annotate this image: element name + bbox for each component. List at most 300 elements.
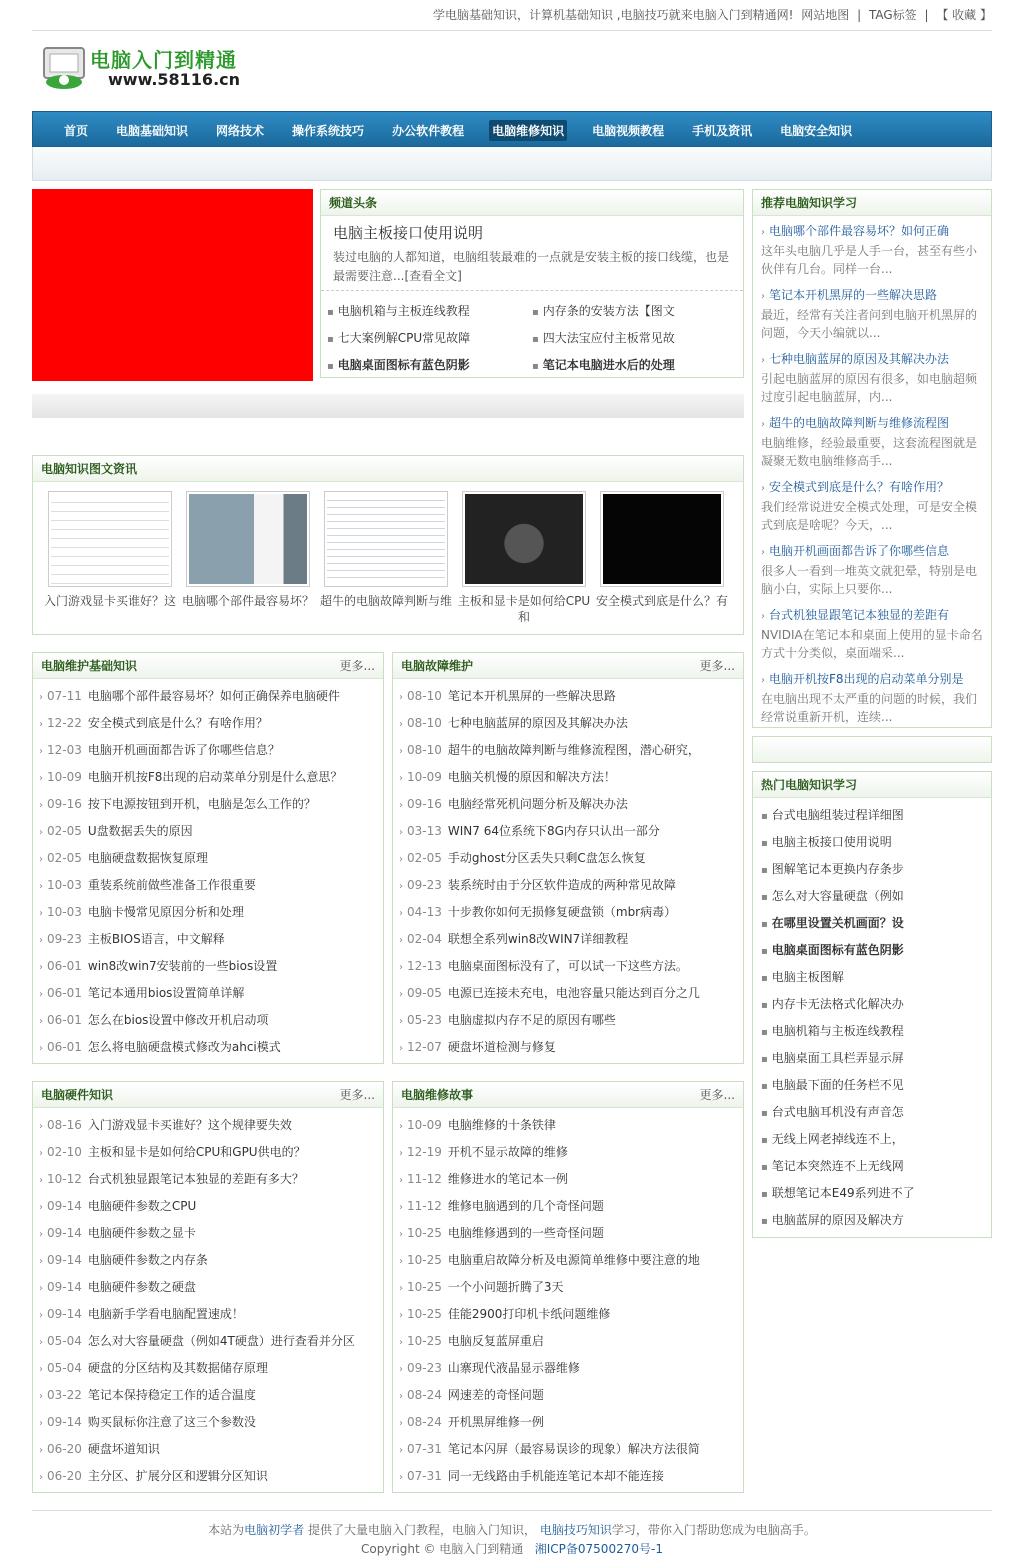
list-item[interactable]	[393, 683, 743, 710]
item-title[interactable]: 手动ghost分区丢失只剩C盘怎么恢复	[447, 851, 646, 865]
hot-item-text[interactable]: 联想笔记本E49系列进不了	[771, 1186, 915, 1200]
arrow-icon: ›	[39, 854, 43, 865]
recommend-title[interactable]	[761, 542, 983, 562]
item-title[interactable]: 购买鼠标你注意了这三个参数没	[87, 1415, 256, 1429]
item-title[interactable]: 电脑虚拟内存不足的原因有哪些	[447, 1013, 616, 1027]
footer-link-tips[interactable]: 电脑技巧知识	[539, 1523, 612, 1537]
item-title[interactable]: 山寨现代液晶显示器维修	[447, 1361, 580, 1375]
maintenance-header: 电脑维护基础知识	[41, 659, 138, 673]
item-title[interactable]: 主分区、扩展分区和逻辑分区知识	[87, 1469, 268, 1483]
hot-item[interactable]	[753, 802, 991, 829]
nav-item[interactable]: 手机及资讯	[692, 123, 753, 138]
hot-item-text[interactable]: 电脑蓝屏的原因及解决方	[771, 1213, 904, 1227]
nav-item[interactable]: 电脑安全知识	[780, 123, 853, 138]
item-title[interactable]: 一个小问题折腾了3天	[447, 1280, 564, 1294]
item-title[interactable]: 电脑维修的十条铁律	[447, 1118, 556, 1132]
picture-item[interactable]	[179, 491, 317, 625]
item-title[interactable]: 电脑反复蓝屏重启	[447, 1334, 544, 1348]
list-item[interactable]	[33, 1166, 383, 1193]
headline-title[interactable]: 电脑主板接口使用说明	[333, 224, 484, 242]
recommend-title-text[interactable]: 超牛的电脑故障判断与维修流程图	[769, 416, 950, 430]
bullet-icon: ▪	[761, 1216, 768, 1227]
arrow-icon: ›	[399, 935, 403, 946]
item-date: 06-01	[47, 1040, 82, 1054]
item-title[interactable]: 电脑硬件参数之内存条	[87, 1253, 208, 1267]
headline-link-text[interactable]: 电脑桌面图标有蓝色阴影	[337, 358, 470, 372]
picture-item[interactable]	[455, 491, 593, 625]
arrow-icon: ›	[399, 1337, 403, 1348]
recommend-item	[761, 222, 983, 278]
hot-item-text[interactable]: 台式电脑组装过程详细图	[771, 808, 904, 822]
headline-link[interactable]	[532, 352, 737, 379]
list-item[interactable]	[33, 1328, 383, 1355]
headline-links	[327, 298, 737, 379]
recommend-box	[752, 189, 992, 728]
item-date: 10-25	[407, 1334, 442, 1348]
item-title[interactable]: 电脑硬盘数据恢复原理	[87, 851, 208, 865]
item-title[interactable]: 安全模式到底是什么？有啥作用？	[87, 716, 268, 730]
recommend-desc: 这年头电脑几乎是人手一台，甚至有些小伙伴有几台。同样一台...	[761, 244, 978, 276]
arrow-icon: ›	[39, 827, 43, 838]
list-item[interactable]	[393, 764, 743, 791]
arrow-icon: ›	[399, 1202, 403, 1213]
item-date: 05-04	[47, 1334, 82, 1348]
item-date: 09-14	[47, 1199, 82, 1213]
footer-text: 本站为	[208, 1523, 245, 1537]
list-item[interactable]	[33, 1436, 383, 1463]
item-title[interactable]: 电脑经常死机问题分析及解决办法	[447, 797, 628, 811]
nav-item[interactable]: 首页	[64, 123, 89, 138]
list-item[interactable]	[33, 1355, 383, 1382]
item-title[interactable]: 同一无线路由手机能连笔记本却不能连接	[447, 1469, 664, 1483]
item-title[interactable]: win8改win7安装前的一些bios设置	[87, 959, 278, 973]
list-item[interactable]	[393, 1247, 743, 1274]
item-title[interactable]: 怎么对大容量硬盘（例如4T硬盘）进行查看并分区	[87, 1334, 355, 1348]
hot-item[interactable]	[753, 1045, 991, 1072]
recommend-item	[761, 414, 983, 470]
item-title[interactable]: 维修电脑遇到的几个奇怪问题	[447, 1199, 604, 1213]
story-list	[393, 1108, 743, 1490]
hot-item-text[interactable]: 内存卡无法格式化解决办	[771, 997, 904, 1011]
hot-item[interactable]	[753, 829, 991, 856]
hot-item-text[interactable]: 电脑主板接口使用说明	[771, 835, 892, 849]
arrow-icon: ›	[39, 1445, 43, 1456]
item-title[interactable]: 重装系统前做些准备工作很重要	[87, 878, 256, 892]
hot-item-text[interactable]: 图解笔记本更换内存条步	[771, 862, 904, 876]
item-date: 02-05	[47, 851, 82, 865]
list-item[interactable]	[393, 1274, 743, 1301]
item-date: 10-25	[407, 1307, 442, 1321]
list-item[interactable]	[33, 1193, 383, 1220]
item-title[interactable]: 电脑硬件参数之硬盘	[87, 1280, 196, 1294]
item-date: 10-09	[407, 770, 442, 784]
arrow-icon: ›	[399, 1121, 403, 1132]
item-title[interactable]: 电脑哪个部件最容易坏？如何正确保养电脑硬件	[87, 689, 340, 703]
hardware-box	[32, 1081, 384, 1493]
item-title[interactable]: 笔记本保持稳定工作的适合温度	[87, 1388, 256, 1402]
arrow-icon: ›	[399, 1472, 403, 1483]
item-title[interactable]: 硬盘坏道检测与修复	[447, 1040, 556, 1054]
list-item[interactable]	[393, 1139, 743, 1166]
bullet-icon: ▪	[761, 865, 768, 876]
list-item[interactable]	[33, 872, 383, 899]
item-title[interactable]: WIN7 64位系统下8G内存只认出一部分	[447, 824, 660, 838]
item-title[interactable]: 七种电脑蓝屏的原因及其解决办法	[447, 716, 628, 730]
item-title[interactable]: 电脑重启故障分析及电源简单维修中要注意的地	[447, 1253, 700, 1267]
item-date: 08-24	[407, 1415, 442, 1429]
item-date: 09-14	[47, 1226, 82, 1240]
item-date: 09-05	[407, 986, 442, 1000]
spacer-box	[752, 736, 992, 763]
headline-link-text[interactable]: 电脑机箱与主板连线教程	[337, 304, 470, 318]
bullet-icon: ▪	[761, 919, 768, 930]
picture-item[interactable]	[593, 491, 731, 625]
thumbnail-image[interactable]	[324, 491, 448, 587]
item-date: 06-20	[47, 1442, 82, 1456]
arrow-icon: ›	[399, 692, 403, 703]
hot-item-text[interactable]: 电脑桌面图标有蓝色阴影	[771, 943, 904, 957]
nav-item[interactable]: 网络技术	[216, 123, 265, 138]
list-item[interactable]	[33, 953, 383, 980]
top-bar	[32, 0, 992, 31]
list-item[interactable]	[33, 1409, 383, 1436]
favorite-link[interactable]: 【 收藏 】	[936, 8, 992, 22]
list-item[interactable]	[393, 1034, 743, 1061]
tag-link[interactable]: TAG标签	[868, 8, 917, 22]
list-item[interactable]	[33, 737, 383, 764]
arrow-icon: ›	[399, 989, 403, 1000]
item-date: 07-31	[407, 1469, 442, 1483]
bullet-icon: ▪	[761, 1027, 768, 1038]
more-link[interactable]: 更多...	[339, 1088, 375, 1102]
recommend-title-text[interactable]: 七种电脑蓝屏的原因及其解决办法	[769, 352, 950, 366]
item-title[interactable]: 电脑新手学看电脑配置速成！	[87, 1307, 244, 1321]
list-item[interactable]	[393, 818, 743, 845]
item-title[interactable]: 维修进水的笔记本一例	[447, 1172, 568, 1186]
hot-header: 热门电脑知识学习	[753, 772, 991, 798]
bullet-icon: ▪	[761, 892, 768, 903]
arrow-icon: ›	[39, 1283, 43, 1294]
hot-item-text[interactable]: 在哪里设置关机画面？设	[771, 916, 904, 930]
list-item[interactable]	[393, 1301, 743, 1328]
picture-caption[interactable]: 入门游戏显卡买谁好？这	[43, 594, 176, 608]
sitemap-link[interactable]: 网站地图	[801, 8, 850, 22]
list-item[interactable]	[393, 1328, 743, 1355]
picture-caption[interactable]: 电脑哪个部件最容易坏？	[181, 594, 314, 608]
arrow-icon: ›	[399, 827, 403, 838]
thumbnail-image[interactable]	[48, 491, 172, 587]
item-date: 06-01	[47, 959, 82, 973]
list-item[interactable]	[393, 1409, 743, 1436]
item-date: 02-10	[47, 1145, 82, 1159]
bullet-icon: ▪	[761, 811, 768, 822]
hot-item-text[interactable]: 电脑主板图解	[771, 970, 844, 984]
recommend-header: 推荐电脑知识学习	[753, 190, 991, 216]
arrow-icon: ›	[39, 1418, 43, 1429]
story-box	[392, 1081, 744, 1493]
item-title[interactable]: 硬盘的分区结构及其数据储存原理	[87, 1361, 268, 1375]
footer-link-beginner[interactable]: 电脑初学者	[244, 1523, 305, 1537]
list-item[interactable]	[393, 710, 743, 737]
hot-item[interactable]	[753, 964, 991, 991]
item-title[interactable]: 电脑关机慢的原因和解决方法！	[447, 770, 616, 784]
hot-item-text[interactable]: 电脑机箱与主板连线教程	[771, 1024, 904, 1038]
headline-link[interactable]	[327, 352, 532, 379]
item-title[interactable]: 电脑硬件参数之显卡	[87, 1226, 196, 1240]
arrow-icon: ›	[39, 773, 43, 784]
headline-link-text[interactable]: 四大法宝应付主板常见故	[542, 331, 675, 345]
nav-item[interactable]: 操作系统技巧	[292, 123, 365, 138]
arrow-icon: ›	[39, 1121, 43, 1132]
hot-item-text[interactable]: 电脑桌面工具栏弄显示屏	[771, 1051, 904, 1065]
list-item[interactable]	[393, 1193, 743, 1220]
bullet-icon: ▪	[532, 361, 539, 372]
recommend-title[interactable]	[761, 222, 983, 242]
list-item[interactable]	[393, 926, 743, 953]
icp-link[interactable]: 湘ICP备07500270号-1	[534, 1542, 663, 1556]
list-item[interactable]	[33, 1220, 383, 1247]
list-item[interactable]	[33, 1034, 383, 1061]
hot-item[interactable]	[753, 1099, 991, 1126]
recommend-item	[761, 478, 983, 534]
headline-desc[interactable]: 装过电脑的人都知道，电脑组装最难的一点就是安装主板的接口线缆，也是最需要注意...[查看全文]	[333, 250, 730, 283]
footer-text: 提供了大量电脑入门教程，电脑入门知识，	[307, 1523, 536, 1537]
thumbnail-image[interactable]	[462, 491, 586, 587]
more-link[interactable]: 更多...	[339, 659, 375, 673]
hot-item[interactable]	[753, 1126, 991, 1153]
bullet-icon: ▪	[327, 307, 334, 318]
recommend-title[interactable]	[761, 350, 983, 370]
hot-item-text[interactable]: 电脑最下面的任务栏不见	[771, 1078, 904, 1092]
headline-link[interactable]	[532, 325, 737, 352]
headline-link[interactable]	[327, 325, 532, 352]
item-title[interactable]: 主板BIOS语言，中文解释	[87, 932, 225, 946]
headline-link[interactable]	[532, 298, 737, 325]
item-title[interactable]: 笔记本闪屏（最容易误诊的现象）解决方法很简	[447, 1442, 700, 1456]
item-title[interactable]: 超牛的电脑故障判断与维修流程图，潜心研究，	[447, 743, 700, 757]
picture-caption[interactable]: 安全模式到底是什么？有	[595, 594, 728, 608]
hot-item-text[interactable]: 无线上网老掉线连不上，	[771, 1132, 904, 1146]
hot-item[interactable]	[753, 937, 991, 964]
bullet-icon: ▪	[761, 1054, 768, 1065]
list-item[interactable]	[393, 1355, 743, 1382]
recommend-title-text[interactable]: 电脑开机按F8出现的启动菜单分别是	[769, 672, 964, 686]
list-item[interactable]	[33, 1463, 383, 1490]
headline-link-text[interactable]: 笔记本电脑进水后的处理	[542, 358, 675, 372]
list-item[interactable]	[393, 872, 743, 899]
hot-item[interactable]	[753, 1153, 991, 1180]
arrow-icon: ›	[39, 1472, 43, 1483]
hot-item[interactable]	[753, 1180, 991, 1207]
list-item[interactable]	[393, 1166, 743, 1193]
item-title[interactable]: 佳能2900打印机卡纸问题维修	[447, 1307, 611, 1321]
recommend-title-text[interactable]: 安全模式到底是什么？有啥作用？	[769, 480, 950, 494]
headline-link[interactable]	[327, 298, 532, 325]
hot-item[interactable]	[753, 1018, 991, 1045]
item-date: 06-01	[47, 986, 82, 1000]
item-title[interactable]: 硬盘坏道知识	[87, 1442, 160, 1456]
list-item[interactable]	[33, 1382, 383, 1409]
list-item[interactable]	[33, 818, 383, 845]
item-title[interactable]: U盘数据丢失的原因	[87, 824, 193, 838]
recommend-title[interactable]	[761, 478, 983, 498]
list-item[interactable]	[393, 737, 743, 764]
item-title[interactable]: 网速差的奇怪问题	[447, 1388, 544, 1402]
item-date: 08-10	[407, 716, 442, 730]
list-item[interactable]	[393, 980, 743, 1007]
thumbnail-image[interactable]	[600, 491, 724, 587]
list-item[interactable]	[393, 953, 743, 980]
recommend-item	[761, 542, 983, 598]
more-link[interactable]: 更多...	[699, 1088, 735, 1102]
main-nav	[32, 111, 992, 147]
list-item[interactable]	[33, 1007, 383, 1034]
bullet-icon: ▪	[761, 1162, 768, 1173]
nav-item[interactable]: 电脑视频教程	[592, 123, 665, 138]
list-item[interactable]	[393, 791, 743, 818]
item-title[interactable]: 联想全系列win8改WIN7详细教程	[447, 932, 629, 946]
list-item[interactable]	[33, 926, 383, 953]
item-title[interactable]: 电脑桌面图标没有了，可以试一下这些方法。	[447, 959, 688, 973]
list-item[interactable]	[33, 899, 383, 926]
item-title[interactable]: 笔记本开机黑屏的一些解决思路	[447, 689, 616, 703]
nav-item[interactable]: 电脑维修知识	[489, 120, 567, 141]
nav-item[interactable]: 办公软件教程	[392, 123, 465, 138]
item-title[interactable]: 按下电源按钮到开机，电脑是怎么工作的？	[87, 797, 316, 811]
hot-item[interactable]	[753, 883, 991, 910]
thumbnail-content	[603, 494, 721, 584]
thumbnail-image[interactable]	[186, 491, 310, 587]
item-title[interactable]: 开机不显示故障的维修	[447, 1145, 568, 1159]
item-date: 09-14	[47, 1253, 82, 1267]
list-item[interactable]	[33, 710, 383, 737]
headline-link-text[interactable]: 内存条的安装方法【图文	[542, 304, 675, 318]
item-title[interactable]: 怎么将电脑硬盘模式修改为ahci模式	[87, 1040, 281, 1054]
hot-item-text[interactable]: 笔记本突然连不上无线网	[771, 1159, 904, 1173]
bullet-icon: ▪	[532, 334, 539, 345]
list-item[interactable]	[393, 1007, 743, 1034]
list-item[interactable]	[33, 1301, 383, 1328]
arrow-icon: ›	[39, 935, 43, 946]
arrow-icon: ›	[39, 1202, 43, 1213]
thumbnail-content	[327, 494, 445, 584]
picture-item[interactable]	[41, 491, 179, 625]
recommend-title[interactable]	[761, 606, 983, 626]
list-item[interactable]	[33, 1112, 383, 1139]
item-title[interactable]: 电脑卡慢常见原因分析和处理	[87, 905, 244, 919]
item-title[interactable]: 笔记本通用bios设置简单详解	[87, 986, 245, 1000]
list-item[interactable]	[33, 845, 383, 872]
recommend-desc: 很多人一看到一堆英文就犯晕，特别是电脑小白，实际上只要你...	[761, 564, 978, 596]
item-title[interactable]: 怎么在bios设置中修改开机启动项	[87, 1013, 269, 1027]
recommend-title[interactable]	[761, 286, 983, 306]
item-title[interactable]: 电脑开机按F8出现的启动菜单分别是什么意思？	[87, 770, 343, 784]
item-title[interactable]: 主板和显卡是如何给CPU和GPU供电的？	[87, 1145, 306, 1159]
more-link[interactable]: 更多...	[699, 659, 735, 673]
list-item[interactable]	[393, 1220, 743, 1247]
item-title[interactable]: 电脑开机画面都告诉了你哪些信息？	[87, 743, 280, 757]
arrow-icon: ›	[39, 1337, 43, 1348]
picture-caption[interactable]: 超牛的电脑故障判断与维	[319, 594, 452, 608]
list-item[interactable]	[393, 1463, 743, 1490]
slideshow-banner[interactable]	[32, 189, 313, 381]
item-title[interactable]: 十步教你如何无损修复硬盘锁（mbr病毒）	[447, 905, 677, 919]
list-item[interactable]	[393, 1436, 743, 1463]
hot-item[interactable]	[753, 910, 991, 937]
hot-item[interactable]	[753, 991, 991, 1018]
item-date: 09-14	[47, 1307, 82, 1321]
picture-caption[interactable]: 主板和显卡是如何给CPU和	[457, 594, 591, 624]
recommend-title-text[interactable]: 电脑哪个部件最容易坏？如何正确	[769, 224, 950, 238]
recommend-title[interactable]	[761, 670, 983, 690]
item-title[interactable]: 电源已连接未充电，电池容量只能达到百分之几	[447, 986, 700, 1000]
recommend-title-text[interactable]: 电脑开机画面都告诉了你哪些信息	[769, 544, 950, 558]
hot-item[interactable]	[753, 856, 991, 883]
recommend-title[interactable]	[761, 414, 983, 434]
list-item[interactable]	[33, 683, 383, 710]
list-item[interactable]	[33, 791, 383, 818]
picture-item[interactable]	[317, 491, 455, 625]
site-logo[interactable]	[40, 42, 260, 94]
recommend-title-text[interactable]: 台式机独显跟笔记本独显的差距有	[769, 608, 950, 622]
picture-news-header: 电脑知识图文资讯	[33, 456, 743, 482]
list-item[interactable]	[393, 845, 743, 872]
arrow-icon: ›	[399, 746, 403, 757]
bullet-icon: ▪	[761, 973, 768, 984]
hot-item-text[interactable]: 台式电脑耳机没有声音怎	[771, 1105, 904, 1119]
item-title[interactable]: 电脑硬件参数之CPU	[87, 1199, 197, 1213]
separator: |	[924, 8, 929, 22]
item-date: 10-25	[407, 1253, 442, 1267]
list-item[interactable]	[393, 899, 743, 926]
arrow-icon: ›	[399, 800, 403, 811]
list-item[interactable]	[393, 1112, 743, 1139]
recommend-desc: 我们经常说进安全模式处理，可是安全模式到底是啥呢？今天，...	[761, 500, 978, 532]
fault-list	[393, 679, 743, 1061]
hot-item[interactable]	[753, 1207, 991, 1234]
headline-link-text[interactable]: 七大案例解CPU常见故障	[337, 331, 471, 345]
item-date: 09-23	[407, 1361, 442, 1375]
item-date: 10-25	[407, 1280, 442, 1294]
item-title[interactable]: 入门游戏显卡买谁好？这个规律要失效	[87, 1118, 292, 1132]
item-title[interactable]: 装系统时由于分区软件造成的两种常见故障	[447, 878, 676, 892]
list-item[interactable]	[33, 1274, 383, 1301]
footer-text: 学习，带你入门帮助您成为电脑高手。	[611, 1523, 816, 1537]
arrow-icon: ›	[39, 1148, 43, 1159]
recommend-title-text[interactable]: 笔记本开机黑屏的一些解决思路	[769, 288, 938, 302]
item-title[interactable]: 开机黑屏维修一例	[447, 1415, 544, 1429]
list-item[interactable]	[393, 1382, 743, 1409]
hot-item[interactable]	[753, 1072, 991, 1099]
list-item[interactable]	[33, 980, 383, 1007]
hot-item-text[interactable]: 怎么对大容量硬盘（例如	[771, 889, 904, 903]
list-item[interactable]	[33, 764, 383, 791]
item-date: 05-04	[47, 1361, 82, 1375]
divider	[321, 290, 743, 291]
hot-list	[753, 798, 991, 1234]
recommend-list	[753, 216, 991, 726]
list-item[interactable]	[33, 1139, 383, 1166]
item-date: 04-13	[407, 905, 442, 919]
item-title[interactable]: 台式机独显跟笔记本独显的差距有多大？	[87, 1172, 304, 1186]
arrow-icon: ›	[399, 962, 403, 973]
item-date: 10-25	[407, 1226, 442, 1240]
arrow-icon: ›	[39, 1256, 43, 1267]
list-item[interactable]	[33, 1247, 383, 1274]
nav-item[interactable]: 电脑基础知识	[116, 123, 189, 138]
arrow-icon: ›	[761, 355, 765, 366]
item-title[interactable]: 电脑维修遇到的一些奇怪问题	[447, 1226, 604, 1240]
